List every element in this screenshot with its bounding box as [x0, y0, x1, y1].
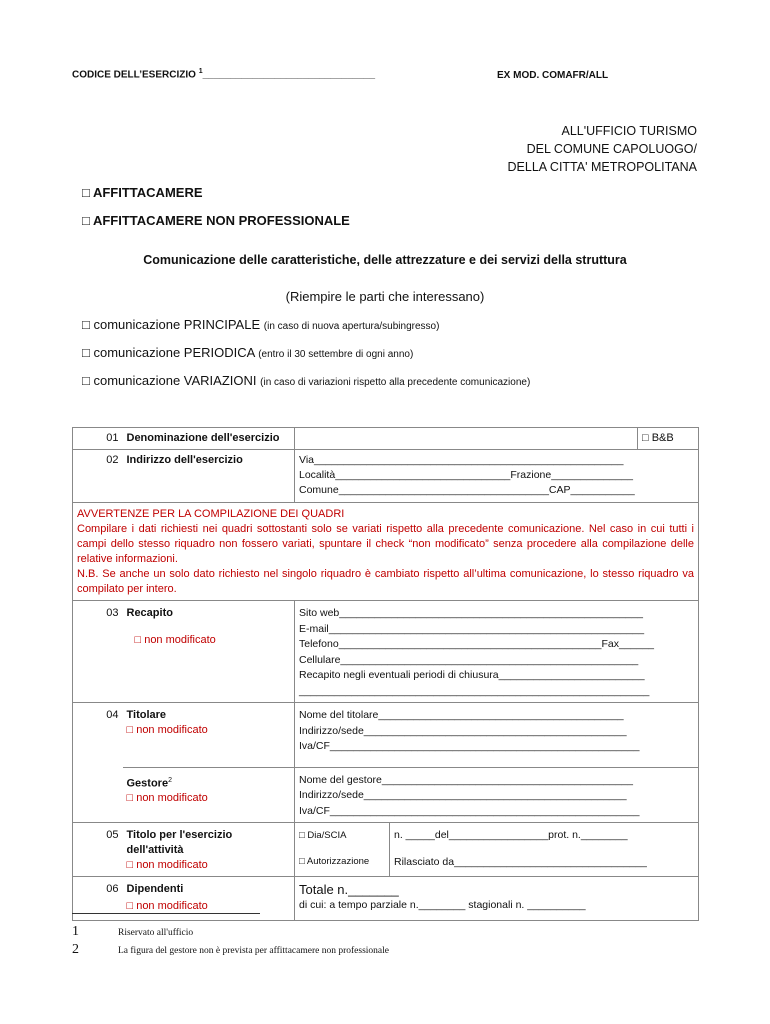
- form-subtitle: (Riempire le parti che interessano): [285, 289, 485, 304]
- row-number: 06: [73, 877, 123, 921]
- option-label: □ comunicazione PERIODICA: [82, 345, 255, 360]
- titolare-cell: [123, 703, 295, 768]
- row-05: [73, 823, 699, 877]
- warning-box: [73, 503, 699, 601]
- titolare-fields[interactable]: [295, 703, 699, 768]
- footnote-number: 2: [72, 942, 79, 957]
- row-number: 05: [73, 823, 123, 877]
- row-label-2: dell'attività: [126, 844, 184, 856]
- indirizzo-titolare-field[interactable]: Indirizzo/sede_____________________________________________: [299, 724, 627, 737]
- nonmod-checkbox-04[interactable]: □ non modificato: [126, 724, 208, 736]
- checkbox-comunicazione-variazioni[interactable]: [82, 373, 530, 388]
- ex-mod-label: EX MOD. COMAFR/ALL: [497, 70, 609, 81]
- warning-text: Compilare i dati richiesti nei quadri sottostanti solo se variati rispetto alla precedente comunicazione. Nel caso in cui tutti i campi dello stesso riquadro non fossero variati, spuntare il check “non modificato” senza procedere alla compilazione delle relative informazioni.: [77, 523, 694, 565]
- checkbox-autorizzazione[interactable]: □ Autorizzazione: [299, 856, 370, 867]
- option-label: □ comunicazione VARIAZIONI: [82, 373, 257, 388]
- nome-titolare-field[interactable]: Nome del titolare__________________________________________: [299, 709, 624, 721]
- footnote-2: [72, 940, 389, 958]
- row-04: [73, 703, 699, 768]
- dicui-field[interactable]: di cui: a tempo parziale n.________ stagionali n. __________: [299, 899, 586, 911]
- dipendenti-fields[interactable]: [295, 877, 699, 921]
- checkbox-comunicazione-principale[interactable]: [82, 317, 439, 332]
- option-note: (in caso di variazioni rispetto alla precedente comunicazione): [260, 377, 531, 388]
- totale-field[interactable]: Totale n._______: [299, 882, 399, 897]
- row-number: 01: [73, 428, 123, 450]
- row-label: [127, 773, 291, 792]
- checkbox-affittacamere[interactable]: □ AFFITTACAMERE: [82, 185, 203, 200]
- gestore-label: Gestore: [126, 777, 169, 790]
- footnote-separator: [72, 913, 260, 914]
- nonmod-checkbox-06[interactable]: □ non modificato: [126, 900, 208, 912]
- row-01: [73, 428, 699, 450]
- row-label: Denominazione dell'esercizio: [123, 428, 295, 450]
- warning-nb: N.B. Se anche un solo dato richiesto nel singolo riquadro è cambiato rispetto all’ultima comunicazione, lo stesso riquadro va compilato per intero.: [77, 568, 694, 595]
- cellulare-field[interactable]: Cellulare___________________________________________________: [299, 653, 639, 666]
- recipient-line: DEL COMUNE CAPOLUOGO/: [526, 142, 697, 156]
- recipient-line: DELLA CITTA' METROPOLITANA: [507, 160, 697, 174]
- option-label: □ comunicazione PRINCIPALE: [82, 317, 261, 332]
- warning-title: AVVERTENZE PER LA COMPILAZIONE DEI QUADRI: [77, 508, 345, 520]
- indirizzo-gestore-field[interactable]: Indirizzo/sede_____________________________________________: [299, 789, 627, 801]
- row-number: 03: [73, 601, 123, 703]
- email-field[interactable]: E-mail______________________________________________________: [299, 622, 645, 635]
- recapito-chiusura-field-2[interactable]: ____________________________________________________________: [299, 684, 650, 697]
- numero-data-prot-field[interactable]: n. _____del_________________prot. n.________: [394, 829, 628, 841]
- gestore-cell: [123, 767, 295, 823]
- option-note: (entro il 30 settembre di ogni anno): [258, 349, 414, 360]
- recipient-line: ALL'UFFICIO TURISMO: [561, 124, 697, 138]
- recipient-block: [397, 122, 697, 176]
- codice-label: CODICE DELL’ESERCIZIO: [72, 69, 196, 81]
- row-label: Recapito: [126, 607, 173, 619]
- checkbox-comunicazione-periodica[interactable]: [82, 345, 413, 360]
- warning-row: [73, 503, 699, 601]
- footnote-ref-1: 1: [198, 68, 203, 75]
- indirizzo-fields[interactable]: [295, 450, 699, 503]
- recapito-chiusura-field[interactable]: Recapito negli eventuali periodi di chiusura_________________________: [299, 669, 645, 681]
- sito-web-field[interactable]: Sito web____________________________________________________: [299, 607, 643, 619]
- titolo-fields[interactable]: [390, 823, 699, 877]
- titolo-cell: [123, 823, 295, 877]
- nonmod-checkbox-gestore[interactable]: □ non modificato: [126, 792, 208, 805]
- row-label: Indirizzo dell'esercizio: [123, 450, 295, 503]
- footnote-ref-2: 2: [168, 776, 172, 784]
- telefono-field[interactable]: Telefono_____________________________________________Fax______: [299, 638, 655, 650]
- option-note: (in caso di nuova apertura/subingresso): [263, 321, 440, 332]
- ivacf-titolare-field[interactable]: Iva/CF_____________________________________________________: [299, 740, 640, 752]
- recapito-fields[interactable]: [295, 601, 699, 703]
- form-table: [72, 427, 699, 921]
- footnote-number: 1: [72, 924, 79, 939]
- row-number: 04: [73, 703, 123, 768]
- checkbox-dia-scia[interactable]: □ Dia/SCIA: [299, 830, 347, 841]
- checkbox-affittacamere-non-professionale[interactable]: □ AFFITTACAMERE NON PROFESSIONALE: [82, 213, 350, 228]
- localita-field[interactable]: Località______________________________Frazione______________: [299, 469, 633, 481]
- row-gestore: [73, 767, 699, 823]
- denominazione-field[interactable]: [295, 428, 638, 450]
- nonmod-checkbox-05[interactable]: □ non modificato: [126, 859, 208, 871]
- empty-number-cell: [73, 767, 123, 823]
- footnote-text: Riservato all'ufficio: [118, 928, 194, 938]
- footnote-1: [72, 922, 193, 940]
- form-title: Comunicazione delle caratteristiche, delle attrezzature e dei servizi della struttura: [143, 253, 627, 267]
- row-03: [73, 601, 699, 703]
- footnote-text: La figura del gestore non è prevista per affittacamere non professionale: [118, 946, 389, 956]
- ivacf-gestore-field[interactable]: Iva/CF_____________________________________________________: [299, 804, 640, 817]
- checkbox-bb[interactable]: □ B&B: [638, 428, 699, 450]
- rilasciato-da-field[interactable]: Rilasciato da_________________________________: [394, 856, 647, 868]
- row-number: 02: [73, 450, 123, 503]
- codice-esercizio: [72, 68, 375, 80]
- row-02: [73, 450, 699, 503]
- row-label: Dipendenti: [126, 883, 184, 895]
- gestore-fields[interactable]: [295, 767, 699, 823]
- via-field[interactable]: Via_____________________________________________________: [299, 454, 624, 466]
- codice-field[interactable]: _______________________________: [202, 69, 376, 81]
- titolo-options: [295, 823, 390, 877]
- nome-gestore-field[interactable]: Nome del gestore___________________________________________: [299, 773, 633, 786]
- row-label: Titolo per l'esercizio: [126, 829, 233, 841]
- recapito-cell: [123, 601, 295, 703]
- nonmod-checkbox-03[interactable]: □ non modificato: [134, 634, 216, 646]
- row-label: Titolare: [126, 709, 167, 721]
- comune-field[interactable]: Comune____________________________________CAP___________: [299, 484, 635, 496]
